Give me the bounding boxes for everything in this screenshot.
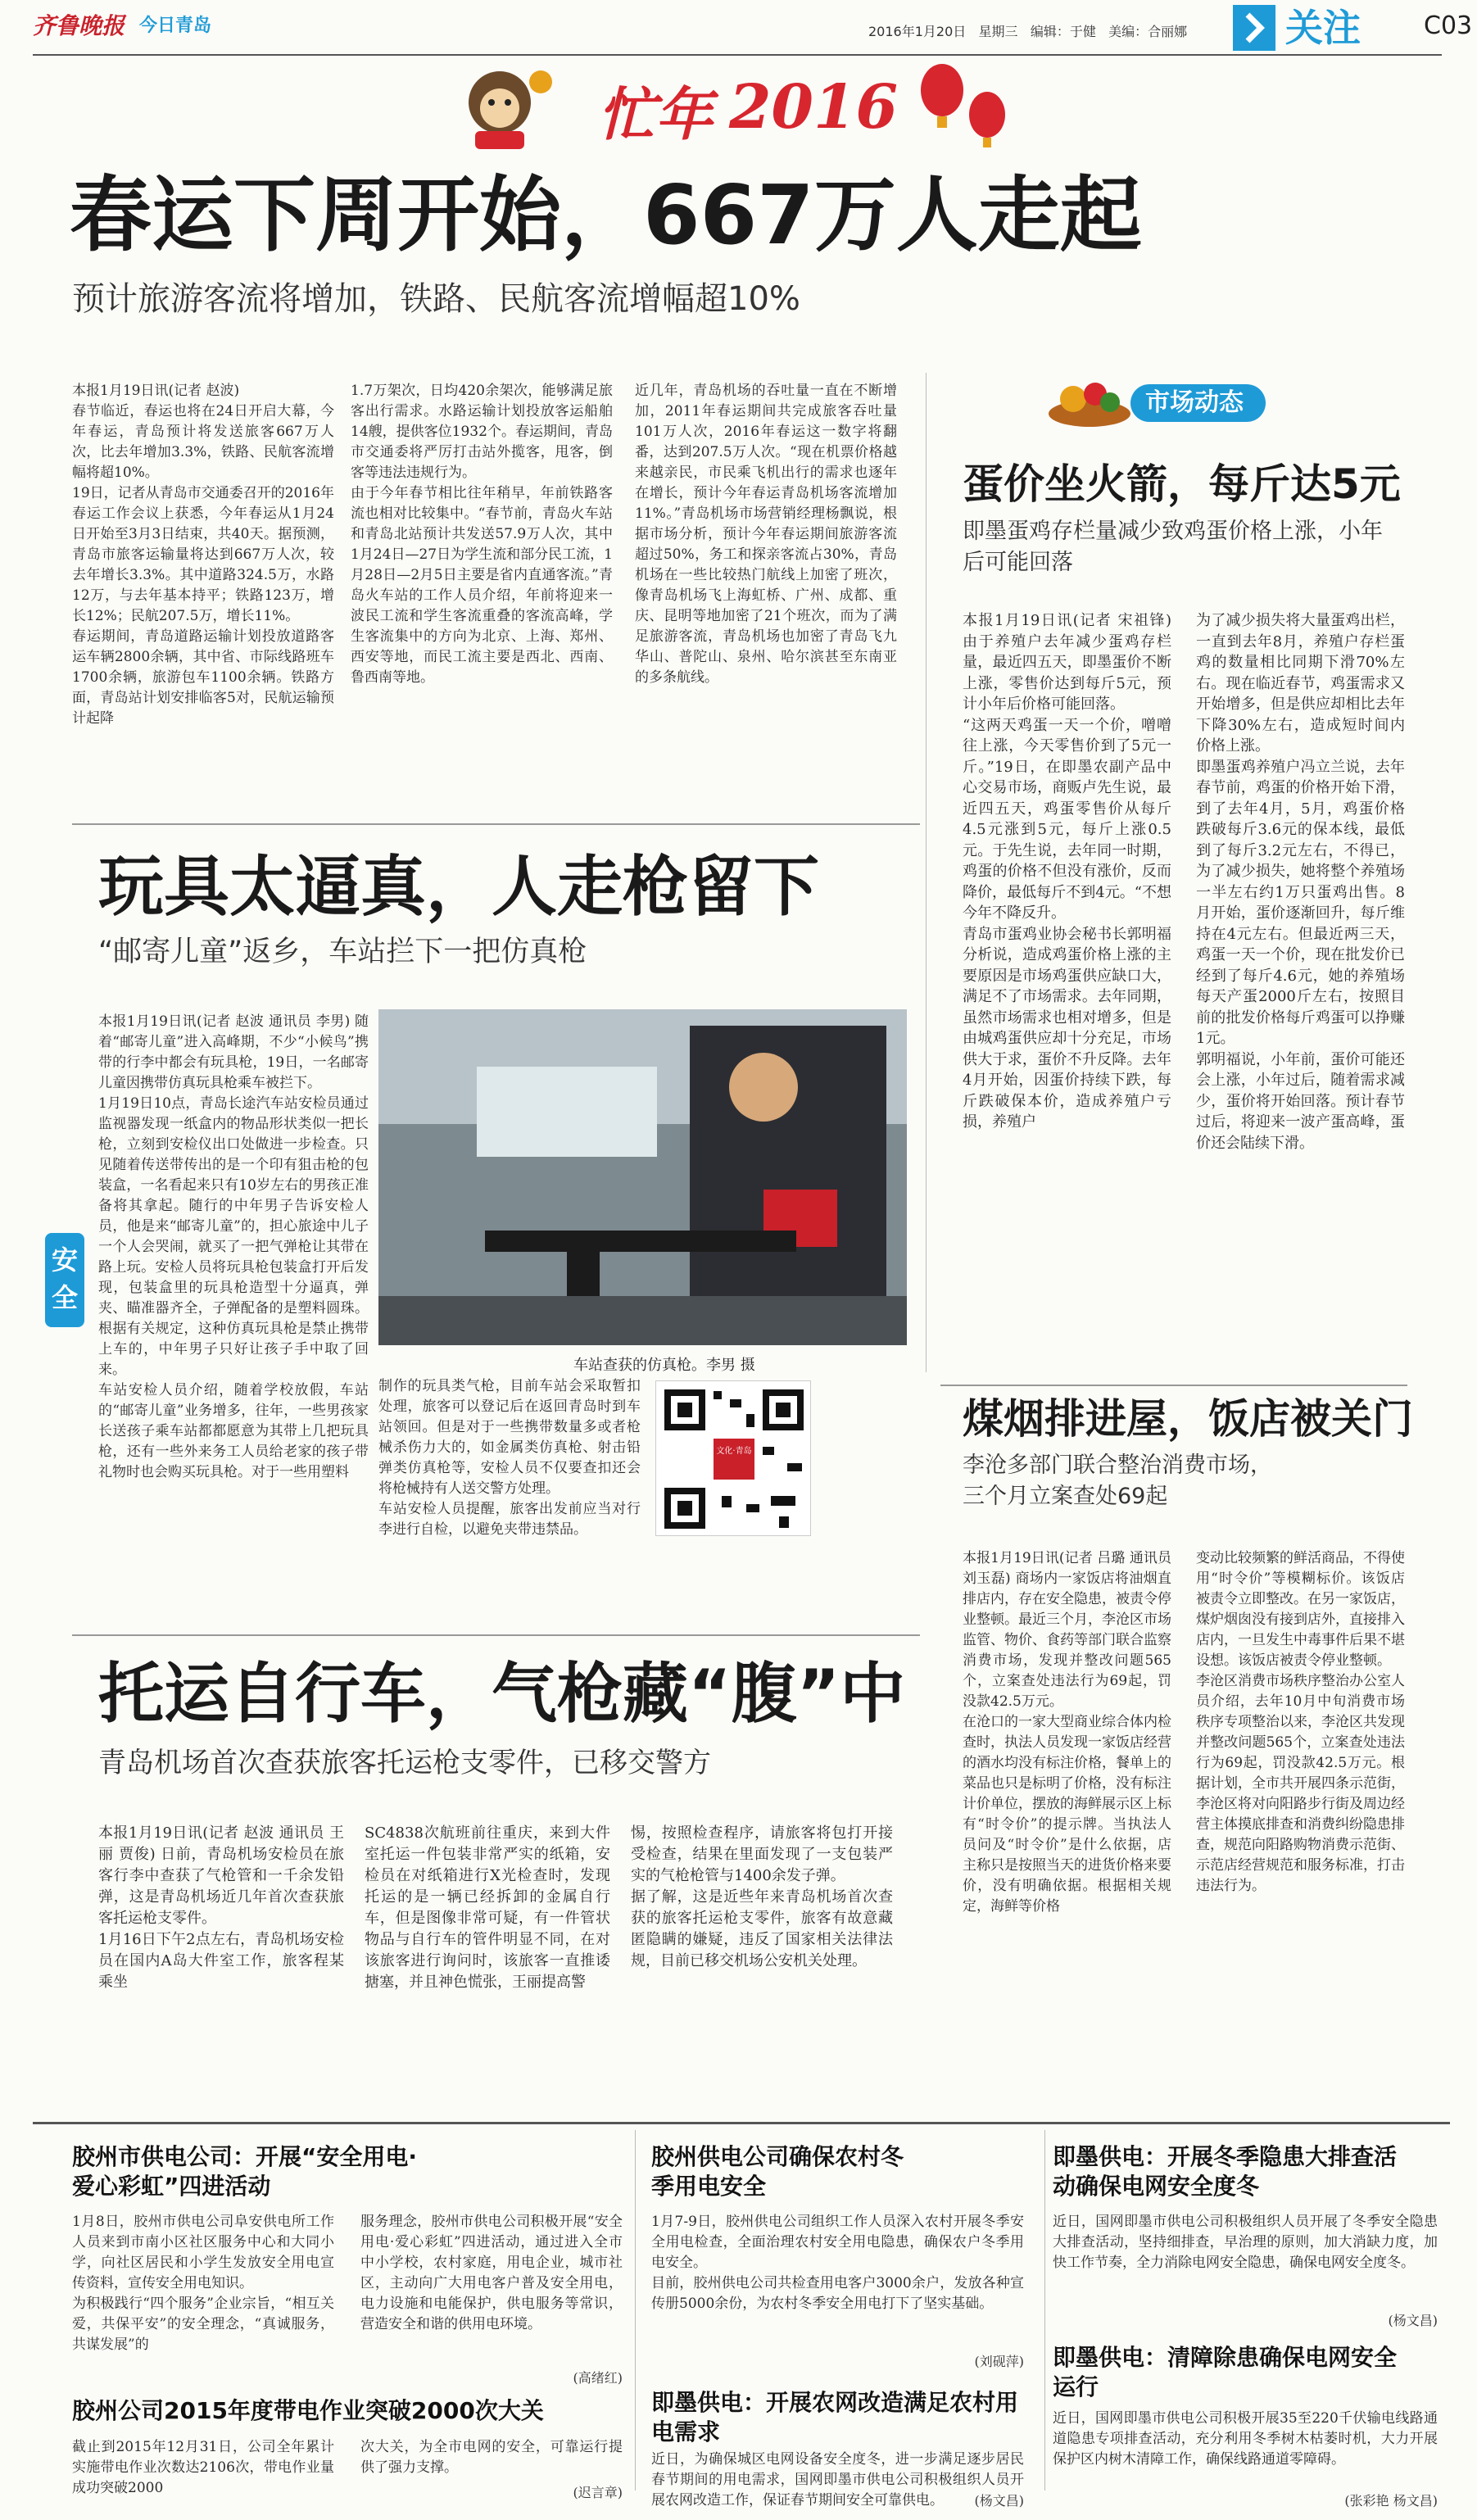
brief-credit-grid-upgrade: (杨文昌) bbox=[974, 2493, 1024, 2509]
section-rule-1 bbox=[72, 823, 920, 825]
monkey-illustration bbox=[442, 57, 573, 156]
tobacco-col-2: 变动比较频繁的鲜活商品，不得使用“时令价”等模糊标价。该饭店被责令立即整改。在另一家饭店，煤炉烟囱没有接到店外，直接排入店内，一旦发生中毒事件后果不堪设想。该饭店被责令停业整顿。 李沧区消费市场秩序整治办公室人员介绍，去年10月中旬消费市场秩序专项整治以来，李沧区共发现并整改问题565个，立案查处违法行为69起，罚没款42.5万元。根据计划，全市共开展四条示范街，李沧区将对向阳路步行街及周边经营主体摸底排查和消费纠纷隐患排查，规范向阳路购物消费示范街、示范店经营规范和服务标准，打击违法行为。 bbox=[1196, 1550, 1405, 1894]
bike-subheadline: 青岛机场首次查获旅客托运枪支零件，已移交警方 bbox=[98, 1747, 711, 1779]
banner-year: 2016 bbox=[729, 72, 898, 143]
main-col-3: 近几年，青岛机场的吞吐量一直在不断增加，2011年春运期间共完成旅客吞吐量101万人次，2016年春运这一数字将翻番，达到207.5万人次。“现在机票价格越来越亲民，市民乘飞机出行的需求也逐年在增长，预计今年春运青岛机场客流增加11%。”青岛机场市场营销经理杨飘说，根据市场分析，预计今年春运期间旅游客流超过50%，务工和探亲客流占30%，青岛机场在一些比较热门航线上加密了班次，像青岛机场飞上海虹桥、广州、成都、重庆、昆明等地加密了21个班次，而为了满足旅游客流，青岛机场也加密了青岛飞九华山、普陀山、泉州、哈尔滨甚至东南亚的多条航线。 bbox=[635, 383, 897, 686]
toy-gun-col-2: 制作的玩具类气枪，目前车站会采取暂扣处理，旅客可以登记后在返回青岛时到车站领回。但是对于一些携带数量多或者枪械杀伤力大的，如金属类仿真枪、射击铅弹类仿真枪等，安检人员不仅要查扣还会将枪械持有人送交警方处理。 车站安检人员提醒，旅客出发前应当对行李进行自检，以避免夹带违禁品。 bbox=[378, 1378, 641, 1538]
brief-headline-line-clearing: 即墨供电：清障除患确保电网安全运行 bbox=[1053, 2344, 1398, 2400]
brief-body-live-work-2: 次大关，为全市电网的安全，可靠运行提供了强力支撑。 bbox=[360, 2439, 623, 2476]
safety-tag bbox=[45, 1233, 84, 1327]
brief-body-rural-winter: 1月7-9日，胶州供电公司组织工作人员深入农村开展冬季安全用电检查，全面治理农村安全用电隐患，确保农户冬季用电安全。 目前，胶州供电公司共检查用电客户3000余户，发放各种宣传册5000余份，为农村冬季安全用电打下了坚实基础。 bbox=[651, 2214, 1024, 2312]
qr-label: 文化·青岛 bbox=[716, 1447, 752, 1456]
brief-headline-live-work: 胶州公司2015年度带电作业突破2000次大关 bbox=[72, 2397, 544, 2424]
brief-credit-winter-check: (杨文昌) bbox=[1388, 2313, 1438, 2328]
weekday-text: 星期三 bbox=[978, 24, 1018, 39]
qr-code bbox=[655, 1380, 811, 1536]
column-tab bbox=[1233, 3, 1413, 54]
banner-text: 忙年 bbox=[598, 80, 713, 148]
main-col-1: 本报1月19日讯(记者 赵波) 春节临近，春运也将在24日开启大幕，今年春运，青岛预计将发送旅客667万人次，比去年增加3.3%，铁路、民航客流增幅将超10%。 19日，记者从青岛市交通委召开的2016年春运工作会议上获悉，今年春运从1月24日开始至3月3日结束，共40天。据预测，青岛市旅客运输量将达到667万人次，较去年增长3.3%。其中道路324.5万，水路12万，与去年基本持平；铁路123万，增长12%；民航207.5万，增长11%。 春运期间，青岛道路运输计划投放道路客运车辆2800余辆，其中省、市际线路班车1700余辆，旅游包车1100余辆。铁路方面，青岛站计划安排临客5对，民航运输预计起降 bbox=[72, 383, 334, 727]
column-divider bbox=[926, 373, 927, 1372]
food-basket-icon bbox=[1044, 373, 1135, 430]
market-badge-label: 市场动态 bbox=[1145, 388, 1244, 417]
briefs-divider-2 bbox=[1044, 2130, 1045, 2491]
toy-gun-photo bbox=[378, 1009, 907, 1345]
masthead bbox=[0, 0, 1477, 61]
page-number: C03 bbox=[1424, 11, 1473, 40]
toy-gun-col-1: 本报1月19日讯(记者 赵波 通讯员 李男) 随着“邮寄儿童”进入高峰期，不少“小候鸟”携带的行李中都会有玩具枪，19日，一名邮寄儿童因携带仿真玩具枪乘车被拦下。 1月19日10点，青岛长途汽车站安检员通过监视器发现一纸盒内的物品形状类似一把长枪，立刻到安检仪出口处做进一步检查。只见随着传送带传出的是一个印有狙击枪的包装盒，一名看起来只有10岁左右的男孩正准备将其拿起。随行的中年男子告诉安检人员，他是来“邮寄儿童”的，担心旅途中儿子一个人会哭闹，就买了一把气弹枪让其带在路上玩。安检人员将玩具枪包装盒打开后发现，包装盒里的玩具枪造型十分逼真，弹夹、瞄准器齐全，子弹配备的是塑料圆珠。根据有关规定，这种仿真玩具枪是禁止携带上车的，中年男子只好让孩子手中取了回来。 车站安检人员介绍，随着学校放假，车站的“邮寄儿童”业务增多，往年，一些男孩家长送孩子乘车站都都愿意为其带上几把玩具枪，还有一些外来务工人员给老家的孩子带礼物时也会购买玩具枪。对于一些用塑料 bbox=[98, 1013, 369, 1480]
festival-banner bbox=[442, 57, 1032, 156]
brief-body-jiaozhou-safety-2: 服务理念，胶州市供电公司积极开展“安全用电·爱心彩虹”四进活动，通过进入全市中小学校，农村家庭，用电企业，城市社区，主动向广大用电客户普及安全用电，电力设施和电能保护，供电服务等常识，营造安全和谐的供用电环境。 bbox=[360, 2214, 623, 2332]
bike-col-1: 本报1月19日讯(记者 赵波 通讯员 王丽 贾俊) 日前，青岛机场安检员在旅客行李中查获了气枪管和一千余发铅弹，这是青岛机场近几年首次查获旅客托运枪支零件。 1月16日下午2点左右，青岛机场安检员在国内A岛大件室工作，旅客程某乘坐 bbox=[98, 1824, 344, 1991]
main-headline: 春运下周开始，667万人走起 bbox=[70, 167, 1142, 263]
brief-body-live-work-1: 截止到2015年12月31日，公司全年累计实施带电作业次数达2106次，带电作业量成功突破2000 bbox=[72, 2439, 334, 2496]
market-headline: 蛋价坐火箭，每斤达5元 bbox=[963, 460, 1401, 508]
toy-gun-photo-caption: 车站查获的仿真枪。李男 摄 bbox=[573, 1357, 755, 1374]
section-rule-3 bbox=[72, 1634, 920, 1636]
section-name: 今日青岛 bbox=[139, 16, 212, 36]
paper-logo: 齐鲁晚报 bbox=[33, 12, 125, 39]
chevron-icon bbox=[1233, 5, 1275, 51]
tobacco-subheadline: 李沧多部门联合整治消费市场，三个月立案查处69起 bbox=[963, 1453, 1272, 1509]
brief-credit-rural-winter: (刘砚萍) bbox=[974, 2354, 1024, 2369]
brief-headline-winter-check: 即墨供电：开展冬季隐患大排查活动确保电网安全度冬 bbox=[1053, 2143, 1398, 2200]
brief-credit-live-work: (迟言章) bbox=[573, 2485, 623, 2500]
main-subheadline: 预计旅游客流将增加，铁路、民航客流增幅超10% bbox=[72, 280, 800, 318]
column-title: 关注 bbox=[1285, 6, 1361, 50]
bike-col-2: SC4838次航班前往重庆，来到大件室托运一件包装非常严实的纸箱，安检员在对纸箱进行X光检查时，发现托运的是一辆已经拆卸的金属自行车，但是图像非常可疑，有一件管状物品与自行车的管件明显不同，在对该旅客进行询问时，该旅客一直推诿搪塞，并且神色慌张，王丽提高警 bbox=[365, 1824, 610, 1991]
masthead-rule bbox=[33, 54, 1442, 56]
date-text: 2016年1月20日 bbox=[868, 24, 967, 39]
market-subheadline: 即墨蛋鸡存栏量减少致鸡蛋价格上涨，小年后可能回落 bbox=[963, 519, 1383, 575]
brief-credit-jiaozhou-safety: (高绪红) bbox=[573, 2370, 623, 2386]
brief-body-jiaozhou-safety-1: 1月8日，胶州市供电公司阜安供电所工作人员来到市南小区社区服务中心和大同小学，向社区居民和小学生发放安全用电宣传资料，宣传安全用电知识。 为积极践行“四个服务”企业宗旨，“相互关爱，共保平安”的安全理念，“真诚服务，共谋发展”的 bbox=[72, 2214, 334, 2353]
tobacco-col-1: 本报1月19日讯(记者 吕璐 通讯员 刘玉磊) 商场内一家饭店将油烟直排店内，存在安全隐患，被责令停业整顿。最近三个月，李沧区市场监管、物价、食药等部门联合监察消费市场，发现并整改问题565个，立案查处违法行为69起，罚没款42.5万元。 在沧口的一家大型商业综合体内检查时，执法人员发现一家饭店经营的酒水均没有标注价格，餐单上的菜品也只是标明了价格，没有标注计价单位，摆放的海鲜展示区上标有“时令价”的提示牌。当执法人员问及“时令价”是什么依据，店主称只是按照当天的进货价格来要价，没有明确依据。根据相关规定，海鲜等价格 bbox=[963, 1550, 1171, 1915]
brief-headline-jiaozhou-safety: 胶州市供电公司：开展“安全用电·爱心彩虹”四进活动 bbox=[72, 2143, 418, 2200]
section-rule-2 bbox=[940, 1385, 1407, 1386]
brief-body-winter-check: 近日，国网即墨市供电公司积极组织人员开展了冬季安全隐患大排查活动，坚持细排查，早治理的原则，加大消缺力度，加快工作节奏，全力消除电网安全隐患，确保电网安全度冬。 bbox=[1053, 2214, 1438, 2271]
toy-gun-subheadline: “邮寄儿童”返乡，车站拦下一把仿真枪 bbox=[98, 936, 587, 968]
market-col-2: 为了减少损失将大量蛋鸡出栏，一直到去年8月，养殖户存栏蛋鸡的数量相比同期下滑70%左右。现在临近春节，鸡蛋需求又开始增多，但是供应却相比去年下降30%左右，造成短时间内价格上涨。 即墨蛋鸡养殖户冯立兰说，去年春节前，鸡蛋的价格开始下滑，到了去年4月，5月，鸡蛋价格跌破每斤3.6元的保本线，最低到了每斤3.2元左右，不得已，为了减少损失，她将整个养殖场一半左右约1万只蛋鸡出售。8月开始，蛋价逐渐回升，每斤维持在4元左右。但最近两三天，鸡蛋一天一个价，现在批发价已经到了每斤4.6元，她的养殖场每天产蛋2000斤左右，按照目前的批发价格每斤鸡蛋可以挣赚1元。 郭明福说，小年前，蛋价可能还会上涨，小年过后，随着需求减少，蛋价将开始回落。预计春节过后，将迎来一波产蛋高峰，蛋价还会陆续下滑。 bbox=[1196, 612, 1405, 1152]
toy-gun-headline: 玩具太逼真，人走枪留下 bbox=[98, 849, 819, 925]
bike-headline: 托运自行车，气枪藏“腹”中 bbox=[98, 1656, 906, 1732]
market-col-1: 本报1月19日讯(记者 宋祖锋) 由于养殖户去年减少蛋鸡存栏量，最近四五天，即墨蛋价不断上涨，零售价达到每斤5元，预计小年后价格可能回落。 “这两天鸡蛋一天一个价，噌噌往上涨，今天零售价到了5元一斤。”19日，在即墨农副产品中心交易市场，商贩卢先生说，最近四五天，鸡蛋零售价从每斤4.5元涨到5元，每斤上涨0.5元。于先生说，去年同一时期，鸡蛋的价格不但没有涨价，反而降价，最低每斤不到4元。“不想今年不降反升。 青岛市蛋鸡业协会秘书长郭明福分析说，造成鸡蛋价格上涨的主要原因是市场鸡蛋供应缺口大，满足不了市场需求。去年同期，虽然市场需求也相对增多，但是由城鸡蛋供应却十分充足，市场供大于求，蛋价不升反降。去年4月开始，因蛋价持续下跌，每斤跌破保本价，造成养殖户亏损，养殖户 bbox=[963, 612, 1171, 1131]
market-badge-pill bbox=[1130, 384, 1266, 422]
editor-text: 编辑：于健 bbox=[1030, 24, 1096, 39]
briefs-top-rule bbox=[33, 2122, 1450, 2124]
brief-body-line-clearing: 近日，国网即墨市供电公司积极开展35至220千伏输电线路通道隐患专项排查活动，充分利用冬季树木枯萎时机，大力开展保护区内树木清障工作，确保线路通道零障碍。 bbox=[1053, 2410, 1438, 2468]
market-badge bbox=[1044, 373, 1339, 430]
briefs-divider-1 bbox=[635, 2130, 636, 2491]
safety-tag-label: 安全 bbox=[51, 1244, 78, 1313]
brief-credit-line-clearing: (张彩艳 杨文昌) bbox=[1344, 2493, 1438, 2509]
main-col-2: 1.7万架次，日均420余架次，能够满足旅客出行需求。水路运输计划投放客运船舶14艘，提供客位1932个。春运期间，青岛市交通委将严厉打击站外揽客，甩客，倒客等违法违规行为。 由于今年春节相比往年稍早，年前铁路客流也相对比较集中。“春节前，青岛火车站和青岛北站预计共发送57.9万人次，其中1月24日—27日为学生流和部分民工流，1月28日—2月5日主要是省内直通客流。”青岛火车站的工作人员介绍，年前将迎来一波民工流和学生客流重叠的客流高峰，学生客流集中的方向为北京、上海、郑州、西安等地，而民工流主要是西北、西南、鲁西南等地。 bbox=[351, 383, 613, 686]
bike-col-3: 惕，按照检查程序，请旅客将包打开接受检查，结果在里面发现了一支包装严实的气枪枪管与1400余发子弹。 据了解，这是近些年来青岛机场首次查获的旅客托运枪支零件，旅客有故意藏匿隐瞒的嫌疑，违反了国家相关法律法规，目前已移交机场公安机关处理。 bbox=[631, 1824, 893, 1969]
brief-headline-grid-upgrade: 即墨供电：开展农网改造满足农村用电需求 bbox=[651, 2389, 1019, 2445]
lantern-icon bbox=[909, 57, 1016, 156]
issue-date bbox=[868, 21, 1187, 40]
brief-headline-rural-winter: 胶州供电公司确保农村冬季用电安全 bbox=[651, 2143, 904, 2200]
brief-body-grid-upgrade: 近日，为确保城区电网设备安全度冬，进一步满足逐步居民春节期间的用电需求，国网即墨市供电公司积极组织人员开展农网改造工作，保证春节期间安全可靠供电。 bbox=[651, 2451, 1024, 2509]
designer-text: 美编：合丽娜 bbox=[1108, 24, 1188, 39]
tobacco-headline: 煤烟排进屋，饭店被关门 bbox=[963, 1395, 1413, 1443]
